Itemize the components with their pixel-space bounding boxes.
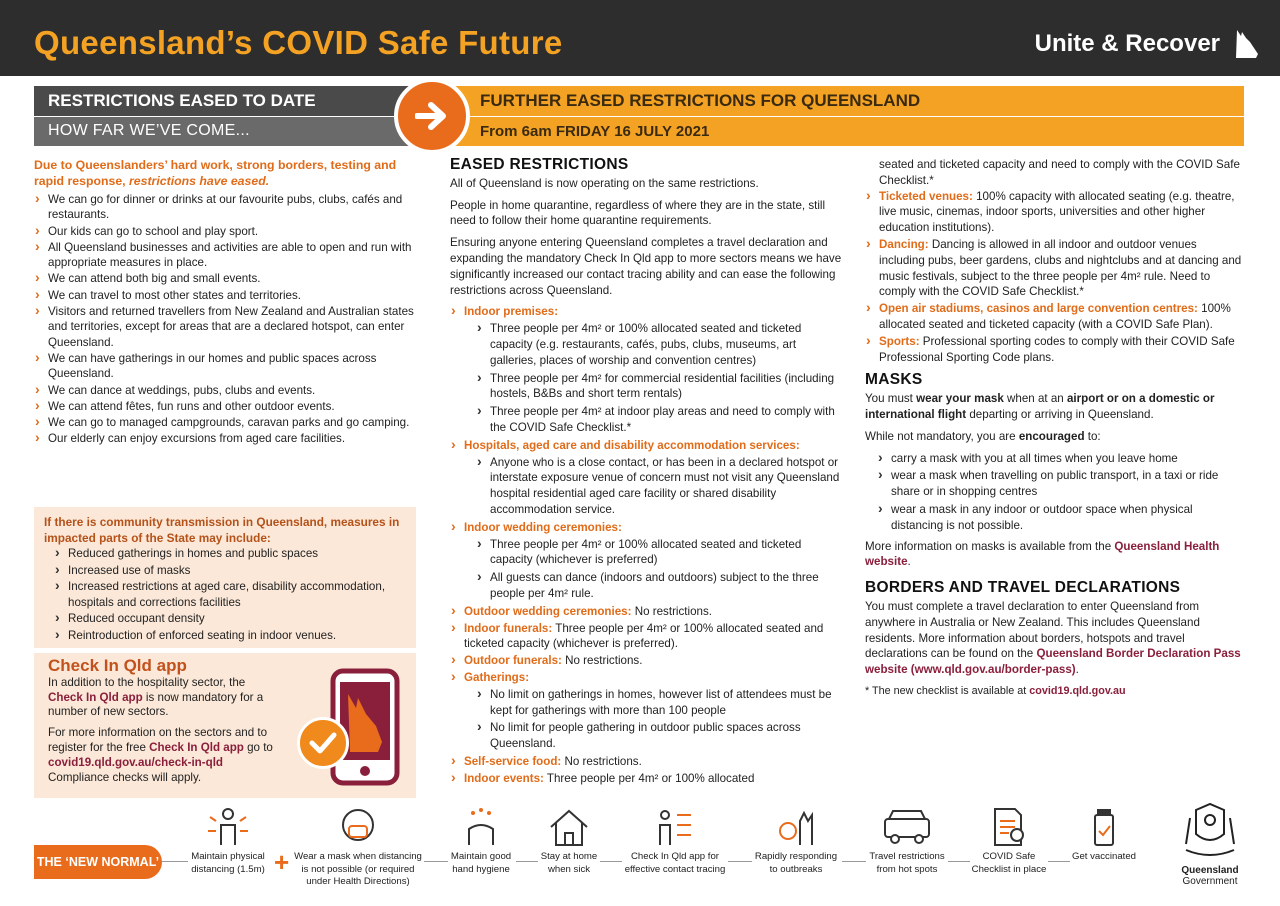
masks-list bbox=[865, 451, 1245, 534]
masks-heading: MASKS bbox=[865, 371, 923, 389]
sub-item: › wear a mask when travelling on public transport, in a taxi or ride share or in shopping centres bbox=[877, 468, 1245, 500]
list-item: › We can attend fêtes, fun runs and other outdoor events. bbox=[34, 399, 416, 414]
check-in-paragraph-2: For more information on the sectors and to register for the free Check In Qld app go to covid19.qld.gov.au/check-in-qld Compliance checks will apply. bbox=[48, 726, 273, 784]
restrictions-eased-heading: RESTRICTIONS EASED TO DATE bbox=[34, 86, 414, 116]
eased-restrictions-heading: EASED RESTRICTIONS bbox=[450, 156, 629, 173]
list-item: › Increased use of masks bbox=[54, 563, 406, 579]
bottom-item-travel: Travel restrictions from hot spots bbox=[866, 807, 948, 876]
indoor-premises-item: › Indoor premises: › Three people per 4m² or 100% allocated seated and ticketed capacity (e.g. restaurants, cafés, pubs, clubs, museums, art galleries, places of worship and convention centres) › Three people per 4m² for commercial residential facilities (including hostels, B&Bs and short term rentals) › Three people per 4m² at indoor play areas and need to comply with the COVID Safe Checklist.* bbox=[450, 304, 844, 435]
restrictions-list bbox=[450, 304, 844, 786]
check-in-link[interactable]: covid19.qld.gov.au/check-in-qld bbox=[48, 755, 224, 769]
masks-encouraged: While not mandatory, you are encouraged to: bbox=[865, 429, 1101, 443]
effective-date: From 6am FRIDAY 16 JULY 2021 bbox=[440, 117, 1244, 146]
bottom-item-vaccinated: Get vaccinated bbox=[1070, 807, 1138, 864]
bottom-item-hygiene: Maintain good hand hygiene bbox=[448, 807, 514, 876]
covid19-link[interactable]: covid19.qld.gov.au bbox=[1029, 684, 1126, 697]
borders-heading: BORDERS AND TRAVEL DECLARATIONS bbox=[865, 579, 1181, 597]
bottom-item-checklist: COVID Safe Checklist in place bbox=[970, 807, 1048, 876]
list-item: › We can travel to most other states and territories. bbox=[34, 288, 416, 303]
contact-tracing-icon bbox=[653, 807, 697, 847]
distancing-icon bbox=[206, 807, 250, 847]
bottom-item-distancing: Maintain physical distancing (1.5m) bbox=[188, 807, 268, 876]
footnote: * The new checklist is available at covid19.qld.gov.au bbox=[865, 684, 1126, 697]
outdoor-funerals-item: › Outdoor funerals: No restrictions. bbox=[450, 653, 844, 669]
list-item: › We can go for dinner or drinks at our favourite pubs, clubs, cafés and restaurants. bbox=[34, 192, 416, 223]
handwash-icon bbox=[459, 807, 503, 847]
bottom-item-stay-home: Stay at home when sick bbox=[538, 807, 600, 876]
intro-text: Due to Queenslanders’ hard work, strong borders, testing and rapid response, restrictions have eased. bbox=[34, 158, 397, 188]
eased-list bbox=[34, 192, 416, 447]
sports-item: › Sports: Professional sporting codes to comply with their COVID Safe Professional Sporting Code plans. bbox=[865, 334, 1245, 366]
border-pass-link[interactable]: Queensland Border Declaration Pass website (www.qld.gov.au/border-pass) bbox=[865, 647, 1241, 677]
page-title: Queensland’s COVID Safe Future bbox=[34, 24, 563, 61]
list-item: › Reduced gatherings in homes and public spaces bbox=[54, 546, 406, 562]
header-bar bbox=[0, 0, 1280, 76]
ticketed-venues-item: › Ticketed venues: 100% capacity with allocated seating (e.g. theatre, live music, cinemas, indoor sports, universities and other higher education institutions). bbox=[865, 189, 1245, 236]
sub-item: › Anyone who is a close contact, or has been in a declared hotspot or interstate exposure venue of concern must not visit any Queensland hospital residential aged care facility or shared disability accommodation service. bbox=[476, 455, 844, 518]
list-item: › Reduced occupant density bbox=[54, 611, 406, 627]
sub-item: › No limit on gatherings in homes, however list of attendees must be kept for gatherings with more than 100 people bbox=[476, 687, 844, 719]
vehicle-icon bbox=[881, 807, 933, 847]
self-service-item: › Self-service food: No restrictions. bbox=[450, 754, 844, 770]
sub-item: › Three people per 4m² for commercial residential facilities (including hostels, B&Bs and short term rentals) bbox=[476, 371, 844, 403]
checkmark-icon bbox=[297, 717, 349, 769]
mask-icon bbox=[336, 807, 380, 847]
list-item: › We can go to managed campgrounds, caravan parks and go camping. bbox=[34, 415, 416, 430]
sub-item: › Three people per 4m² or 100% allocated seated and ticketed capacity (whichever is preferred) bbox=[476, 537, 844, 569]
list-item: › All Queensland businesses and activities are able to open and run with appropriate measures in place. bbox=[34, 240, 416, 271]
check-in-heading: Check In Qld app bbox=[48, 656, 187, 675]
new-normal-badge: THE ‘NEW NORMAL’ bbox=[34, 845, 162, 879]
indoor-events-continued: seated and ticketed capacity and need to comply with the COVID Safe Checklist.* bbox=[879, 158, 1240, 187]
checklist-icon bbox=[987, 807, 1031, 847]
sub-item: › Three people per 4m² or 100% allocated seated and ticketed capacity (e.g. restaurants, cafés, pubs, clubs, museums, art galleries, places of worship and convention centres) bbox=[476, 321, 844, 368]
home-icon bbox=[547, 807, 591, 847]
virus-hand-icon bbox=[774, 807, 818, 847]
paragraph: People in home quarantine, regardless of where they are in the state, still need to follow their home quarantine requirements. bbox=[450, 198, 826, 228]
community-transmission-box bbox=[34, 507, 416, 648]
eased-restrictions-column bbox=[450, 157, 844, 787]
paragraph: All of Queensland is now operating on the same restrictions. bbox=[450, 176, 759, 190]
list-item: › We can have gatherings in our homes and public spaces across Queensland. bbox=[34, 351, 416, 382]
bottom-item-outbreaks: Rapidly responding to outbreaks bbox=[752, 807, 840, 876]
check-in-paragraph-1: In addition to the hospitality sector, the Check In Qld app is now mandatory for a number of new sectors. bbox=[48, 675, 264, 719]
list-item: › Visitors and returned travellers from New Zealand and Australian states and territories, except for areas that are a declared hotspot, can enter Queensland. bbox=[34, 304, 416, 350]
queensland-health-link[interactable]: Queensland Health website bbox=[865, 539, 1220, 569]
plus-sign: + bbox=[274, 847, 290, 877]
sub-item: › wear a mask in any indoor or outdoor space when physical distancing is not possible. bbox=[877, 502, 1245, 534]
right-column bbox=[865, 157, 1245, 706]
list-item: › Our kids can go to school and play sport. bbox=[34, 224, 416, 239]
outdoor-wedding-item: › Outdoor wedding ceremonies: No restrictions. bbox=[450, 604, 844, 620]
queensland-map-icon bbox=[1234, 28, 1260, 60]
gatherings-item: › Gatherings: › No limit on gatherings in homes, however list of attendees must be kept for gatherings with more than 100 people › No limit for people gathering in outdoor public spaces across Queensland. bbox=[450, 670, 844, 752]
list-item: › We can dance at weddings, pubs, clubs and events. bbox=[34, 383, 416, 398]
list-item: › We can attend both big and small events. bbox=[34, 271, 416, 286]
list-item: › Increased restrictions at aged care, disability accommodation, hospitals and corrections facilities bbox=[54, 579, 406, 610]
community-list bbox=[44, 546, 406, 643]
community-heading: If there is community transmission in Queensland, measures in impacted parts of the State may include: bbox=[44, 515, 400, 545]
paragraph: Ensuring anyone entering Queensland completes a travel declaration and expanding the mandatory Check In Qld app to more sectors means we have significantly increased our contact tracing ability and can ease the following restrictions across Queensland. bbox=[450, 236, 842, 297]
indoor-funerals-item: › Indoor funerals: Three people per 4m² or 100% allocated seated and ticketed capacity (whichever is preferred). bbox=[450, 621, 844, 653]
sub-item: › All guests can dance (indoors and outdoors) subject to the three people per 4m² rule. bbox=[476, 570, 844, 602]
indoor-wedding-item: › Indoor wedding ceremonies: › Three people per 4m² or 100% allocated seated and ticketed capacity (whichever is preferred) › All guests can dance (indoors and outdoors) subject to the three people per 4m² rule. bbox=[450, 520, 844, 602]
list-item: › Reintroduction of enforced seating in indoor venues. bbox=[54, 628, 406, 644]
brand-label: Unite & Recover bbox=[1034, 30, 1220, 57]
hospitals-item: › Hospitals, aged care and disability accommodation services: › Anyone who is a close contact, or has been in a declared hotspot or interstate exposure venue of concern must not visit any Queensland hospital residential aged care facility or shared disability accommodation service. bbox=[450, 438, 844, 518]
bottom-item-mask: Wear a mask when distancing is not possible (or required under Health Directions) bbox=[294, 807, 422, 889]
dancing-item: › Dancing: Dancing is allowed in all indoor and outdoor venues including pubs, beer gardens, clubs and nightclubs and at dancing and music festivals, subject to the three people per 4m² rule. Need to comply with the COVID Safe Checklist.* bbox=[865, 237, 1245, 300]
vaccine-icon bbox=[1082, 807, 1126, 847]
further-eased-heading: FURTHER EASED RESTRICTIONS FOR QUEENSLAND bbox=[440, 86, 1244, 116]
bottom-item-check-in: Check In Qld app for effective contact tracing bbox=[622, 807, 728, 876]
borders-paragraph: You must complete a travel declaration to enter Queensland from anywhere in Australia or New Zealand. This includes Queensland residents. More information about borders, hotspots and travel declarations can be found on the Queensland Border Declaration Pass website (www.qld.gov.au/border-pass). bbox=[865, 599, 1241, 677]
stadiums-item: › Open air stadiums, casinos and large convention centres: 100% allocated seated and ticketed capacity (with a COVID Safe Plan). bbox=[865, 301, 1245, 333]
masks-more-info: More information on masks is available from the Queensland Health website. bbox=[865, 539, 1220, 569]
arrow-right-icon bbox=[394, 78, 470, 154]
list-item: › Our elderly can enjoy excursions from aged care facilities. bbox=[34, 431, 416, 446]
masks-paragraph: You must wear your mask when at an airport or on a domestic or international flight departing or arriving in Queensland. bbox=[865, 392, 1215, 421]
venues-list bbox=[865, 189, 1245, 366]
how-far-subheading: HOW FAR WE’VE COME... bbox=[34, 117, 414, 146]
sub-item: › Three people per 4m² at indoor play areas and need to comply with the COVID Safe Checklist.* bbox=[476, 404, 844, 436]
indoor-events-item: › Indoor events: Three people per 4m² or 100% allocated bbox=[450, 771, 844, 787]
sub-item: › carry a mask with you at all times when you leave home bbox=[877, 451, 1245, 467]
coat-of-arms-icon bbox=[1182, 800, 1238, 862]
queensland-government-logo: Queensland Government bbox=[1170, 800, 1250, 887]
sub-item: › No limit for people gathering in outdoor public spaces across Queensland. bbox=[476, 720, 844, 752]
eased-to-date-column bbox=[34, 157, 416, 448]
